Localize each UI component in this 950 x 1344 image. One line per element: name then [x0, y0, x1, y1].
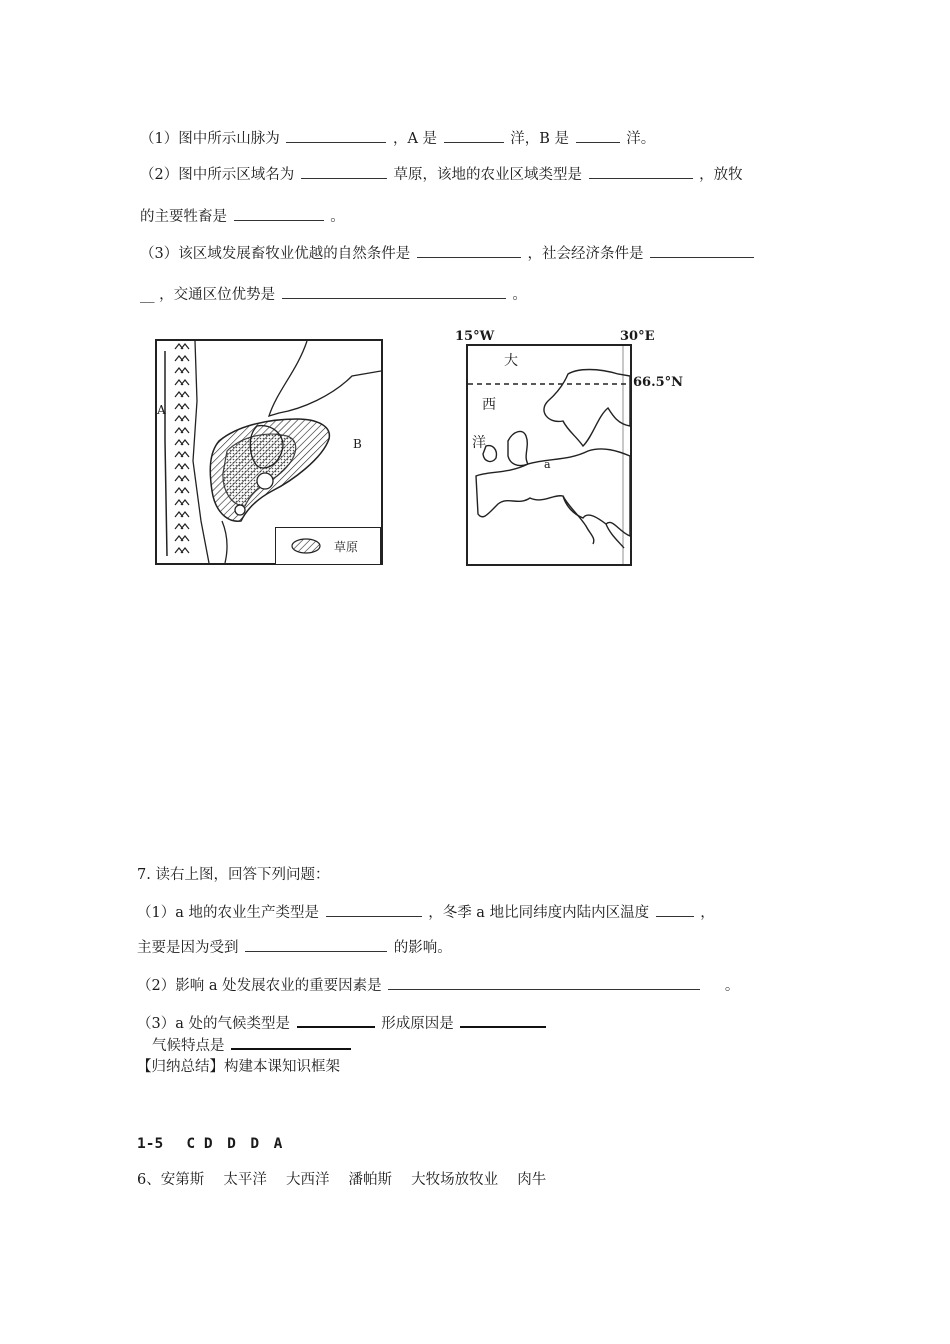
answer-blank[interactable] — [234, 206, 324, 221]
atlantic-char-2: 西 — [482, 397, 496, 413]
answer-blank[interactable] — [589, 164, 693, 179]
q7-part3-cont: 气候特点是 — [152, 1034, 353, 1056]
q6-part3: （3）该区域发展畜牧业优越的自然条件是 ，社会经济条件是 — [140, 243, 756, 264]
label-b: B — [353, 437, 362, 451]
atlantic-char-3: 洋 — [472, 435, 486, 451]
answer-blank[interactable] — [297, 1012, 375, 1028]
answer-blank[interactable] — [576, 128, 620, 143]
label-a: A — [157, 403, 166, 417]
atlantic-char-1: 大 — [504, 353, 518, 369]
answer-blank[interactable] — [444, 128, 504, 143]
answers-line-1: 1-5 C D D D A — [137, 1136, 283, 1152]
grassland-legend-icon — [286, 528, 326, 564]
lon-30e: 30°E — [620, 329, 655, 344]
answer-blank[interactable] — [231, 1034, 351, 1050]
answer-blank[interactable] — [417, 243, 521, 258]
lon-15w: 15°W — [455, 329, 495, 344]
answer-blank[interactable] — [388, 975, 700, 990]
q6-part2: （2）图中所示区域名为 草原，该地的农业区域类型是 ，放牧 — [140, 164, 743, 185]
europe-map — [466, 344, 632, 566]
q7-part1: （1）a 地的农业生产类型是 ，冬季 a 地比同纬度内陆内区温度 ， — [137, 902, 715, 923]
answer-blank[interactable] — [656, 902, 694, 917]
q6-part1: （1）图中所示山脉为 ，A 是 洋，B 是 洋。 — [140, 128, 655, 149]
q7-part1-cont: 主要是因为受到 的影响。 — [137, 937, 452, 958]
answer-blank[interactable] — [286, 128, 386, 143]
label-a-point: a — [544, 458, 551, 471]
answer-blank[interactable] — [460, 1012, 546, 1028]
q7-part3: （3）a 处的气候类型是 形成原因是 — [137, 1012, 548, 1034]
answers-line-2: 6、安第斯 太平洋 大西洋 潘帕斯 大牧场放牧业 肉牛 — [137, 1172, 547, 1188]
answer-blank[interactable] — [282, 284, 506, 299]
europe-map-drawing — [468, 346, 630, 564]
legend-label: 草原 — [334, 540, 359, 554]
q6-part3-cont: __ ，交通区位优势是 。 — [140, 284, 527, 305]
answer-blank[interactable] — [326, 902, 422, 917]
answer-blank[interactable] — [650, 243, 754, 258]
pampas-map — [155, 339, 383, 565]
map-legend — [275, 527, 381, 565]
summary-heading: 【归纳总结】构建本课知识框架 — [137, 1059, 340, 1075]
answer-blank[interactable] — [301, 164, 387, 179]
q7-part2: （2）影响 a 处发展农业的重要因素是 。 — [137, 975, 739, 996]
answer-blank[interactable] — [245, 937, 387, 952]
q6-part2-cont: 的主要牲畜是 。 — [140, 206, 345, 227]
q7-title: 7. 读右上图，回答下列问题： — [137, 867, 330, 883]
lat-66-5n: 66.5°N — [633, 375, 684, 390]
